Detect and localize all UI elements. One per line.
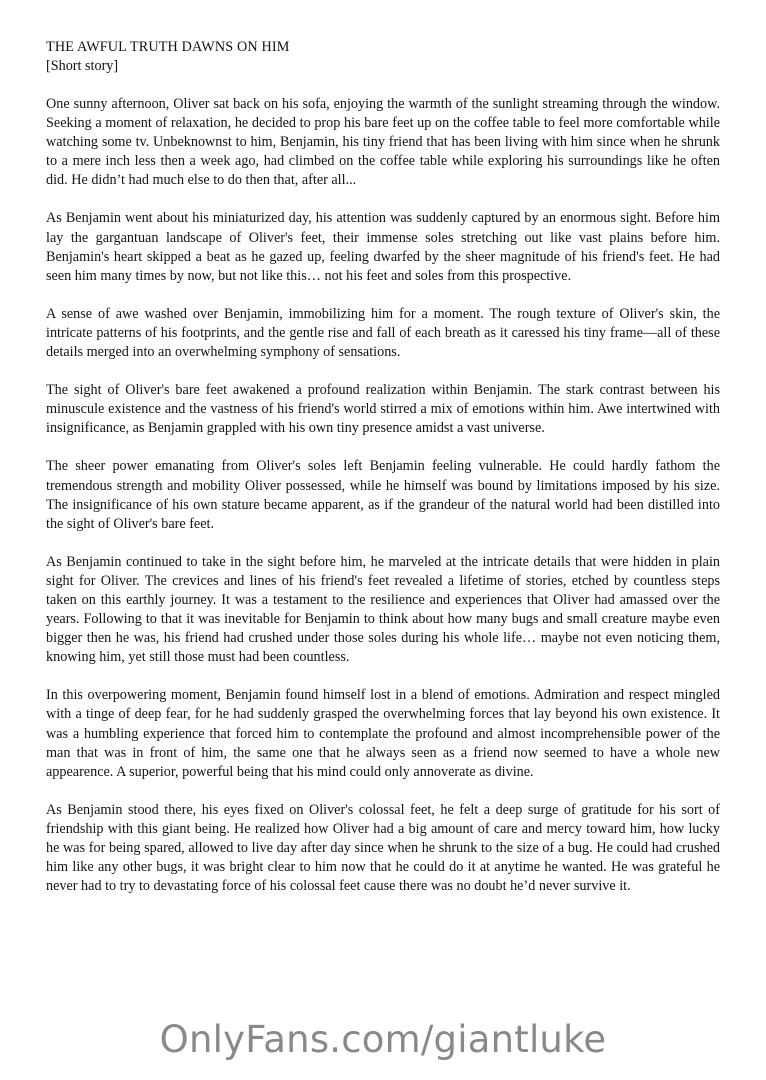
paragraph: A sense of awe washed over Benjamin, immobilizing him for a moment. The rough texture of Oliver's skin, the intricate patterns of his footprints, and the gentle rise and fall of each breath as it caressed his tiny frame—all of these details merged into an overwhelming symphony of sensations. — [46, 305, 720, 361]
paragraph-list — [46, 95, 720, 896]
paragraph: As Benjamin went about his miniaturized day, his attention was suddenly captured by an enormous sight. Before him lay the gargantuan landscape of Oliver's feet, their immense soles stretching out like vast plains before him. Benjamin's heart skipped a beat as he gazed up, feeling dwarfed by the sheer magnitude of his friend's feet. He had seen him many times by now, but not like this… not his feet and soles from this prospective. — [46, 210, 720, 284]
paragraph: The sheer power emanating from Oliver's soles left Benjamin feeling vulnerable. He could hardly fathom the tremendous strength and mobility Oliver possessed, while he himself was bound by limitations imposed by his size. The insignificance of his own stature became apparent, as if the grandeur of the natural world had been distilled into the sight of Oliver's bare feet. — [46, 458, 720, 532]
document-title: THE AWFUL TRUTH DAWNS ON HIM — [46, 39, 290, 55]
watermark-text: OnlyFans.com/giantluke — [159, 1018, 607, 1061]
document-text-body — [46, 38, 720, 896]
document-subtitle: [Short story] — [46, 58, 119, 74]
paragraph: One sunny afternoon, Oliver sat back on his sofa, enjoying the warmth of the sunlight streaming through the window. Seeking a moment of relaxation, he decided to prop his bare feet up on the coffee table to feel more comfortable while watching some tv. Unbeknownst to him, Benjamin, his tiny friend that has been living with him since when he shrunk to a mere inch less then a week ago, had climbed on the coffee table while exploring his surroundings like he often did. He didn’t had much else to do then that, after all... — [46, 96, 720, 189]
paragraph: In this overpowering moment, Benjamin found himself lost in a blend of emotions. Admiration and respect mingled with a tinge of deep fear, for he had suddenly grasped the overwhelming forces that lay beyond his own existence. It was a humbling experience that forced him to contemplate the profound and almost incomprehensible power of the man that was in front of him, the same one that he always seen as a friend now seemed to have a whole new appearence. A superior, powerful being that his mind could only annoverate as divine. — [46, 687, 720, 780]
paragraph: As Benjamin stood there, his eyes fixed on Oliver's colossal feet, he felt a deep surge of gratitude for his sort of friendship with this giant being. He realized how Oliver had a big amount of care and mercy toward him, how lucky he was for being spared, allowed to live day after day since when he shrunk to the size of a bug. He could had crushed him like any other bugs, it was bright clear to him now that he could do it at anytime he wanted. He was grateful he never had to try to devastating force of his colossal feet cause there was no doubt he’d never survive it. — [46, 801, 720, 895]
paragraph: As Benjamin continued to take in the sight before him, he marveled at the intricate details that were hidden in plain sight for Oliver. The crevices and lines of his friend's feet revealed a lifetime of stories, etched by countless steps taken on this earthly journey. It was a testament to the resilience and experiences that Oliver had amassed over the years. Following to that it was inevitable for Benjamin to think about how many bugs and small creature maybe even bigger then he was, his friend had crushed under those soles during his whole life… maybe not even noticing them, knowing him, yet still those must had been countless. — [46, 553, 720, 666]
paragraph: The sight of Oliver's bare feet awakened a profound realization within Benjamin. The stark contrast between his minuscule existence and the vastness of his friend's world stirred a mix of emotions within him. Awe intertwined with insignificance, as Benjamin grappled with his own tiny presence amidst a vast universe. — [46, 382, 720, 437]
